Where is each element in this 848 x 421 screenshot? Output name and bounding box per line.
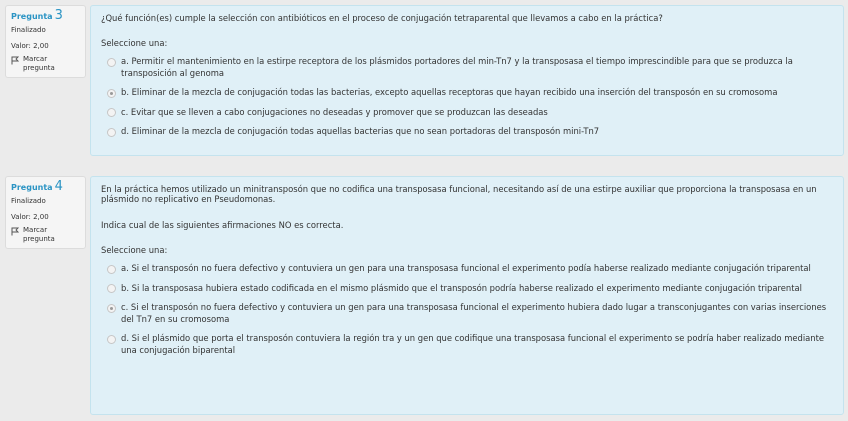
question-number: Pregunta 3 xyxy=(11,8,63,23)
answer-label: a. Permitir el mantenimiento en la estirpe receptora de los plásmidos portadores del min-Tn7 y la transposasa el tiempo imprescindible para que se produzca la transposición al genoma xyxy=(121,56,793,78)
flag-question-link[interactable]: Marcar pregunta xyxy=(11,226,80,244)
radio-button[interactable] xyxy=(107,304,116,313)
question-grade: Valor: 2,00 xyxy=(11,42,49,50)
answer-option-d[interactable] xyxy=(101,329,833,360)
question-info-4 xyxy=(5,176,86,249)
question-text: ¿Qué función(es) cumple la selección con antibióticos en el proceso de conjugación tetraparental que llevamos a cabo en la práctica? xyxy=(101,13,663,23)
question-instruction: Indica cual de las siguientes afirmaciones NO es correcta. xyxy=(101,220,344,230)
answer-prompt: Seleccione una: xyxy=(101,37,168,48)
answer-option-b[interactable] xyxy=(101,83,833,103)
answer-label: b. Eliminar de la mezcla de conjugación todas las bacterias, excepto aquellas receptoras que hayan recibido una inserción del transposón en su cromosoma xyxy=(121,87,778,97)
answer-option-b[interactable] xyxy=(101,279,833,299)
flag-icon xyxy=(11,56,19,65)
question-content-3 xyxy=(90,5,844,156)
answer-label: c. Evitar que se lleven a cabo conjugaciones no deseadas y promover que se produzcan las deseadas xyxy=(121,106,548,117)
answer-label: b. Si la transposasa hubiera estado codificada en el mismo plásmido que el transposón podría haberse realizado el experimento mediante conjugación triparental xyxy=(121,282,802,293)
answer-option-c[interactable] xyxy=(101,103,833,123)
radio-button[interactable] xyxy=(107,58,116,67)
answer-label: d. Si el plásmido que porta el transposón contuviera la región tra y un gen que codifique una transposasa funcional el experimento se podría haber realizado mediante una conjugación biparental xyxy=(121,333,825,355)
radio-button[interactable] xyxy=(107,265,116,274)
answer-prompt: Seleccione una: xyxy=(101,244,168,255)
answer-label: c. Si el transposón no fuera defectivo y contuviera un gen para una transposasa funcional el experimento hubiera dado lugar a transconjugantes con varias inserciones del Tn7 en su cromosoma xyxy=(121,302,827,324)
question-content-4 xyxy=(90,176,844,415)
question-grade: Valor: 2,00 xyxy=(11,213,49,221)
answer-option-c[interactable] xyxy=(101,298,833,329)
question-state: Finalizado xyxy=(11,26,46,34)
flag-question-link[interactable]: Marcar pregunta xyxy=(11,55,80,73)
answer-option-a[interactable] xyxy=(101,259,833,279)
answer-option-a[interactable] xyxy=(101,52,833,83)
answer-options xyxy=(101,52,833,142)
question-number: Pregunta 4 xyxy=(11,179,63,194)
answer-label: a. Si el transposón no fuera defectivo y contuviera un gen para una transposasa funcional el experimento podía haberse realizado mediante conjugación triparental xyxy=(121,263,811,273)
question-text: En la práctica hemos utilizado un minitransposón que no codifica una transposasa funcional, necesitando así de una estirpe auxiliar que proporciona la transposasa en un plásmido no replicativo en Pseudomonas. xyxy=(101,184,817,204)
answer-options xyxy=(101,259,833,360)
radio-button[interactable] xyxy=(107,128,116,137)
question-state: Finalizado xyxy=(11,197,46,205)
radio-button[interactable] xyxy=(107,108,116,117)
answer-option-d[interactable] xyxy=(101,122,833,142)
question-info-3 xyxy=(5,5,86,78)
radio-button[interactable] xyxy=(107,284,116,293)
radio-button[interactable] xyxy=(107,335,116,344)
radio-button[interactable] xyxy=(107,89,116,98)
flag-icon xyxy=(11,227,19,236)
answer-label: d. Eliminar de la mezcla de conjugación todas aquellas bacterias que no sean portadoras del transposón mini-Tn7 xyxy=(121,126,600,136)
